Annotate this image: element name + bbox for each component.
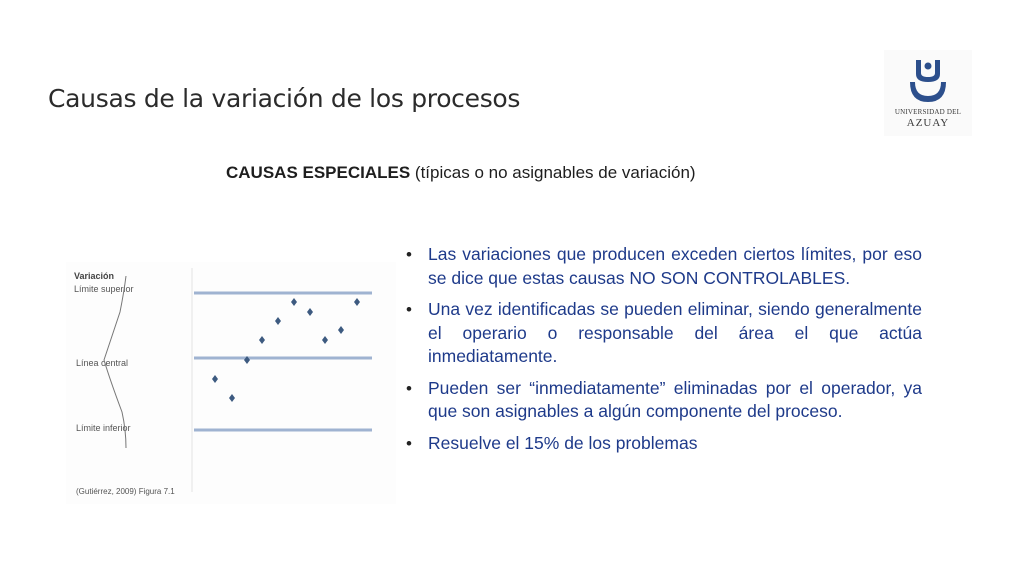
data-point bbox=[307, 308, 313, 316]
label-limite-inferior: Límite inferior bbox=[76, 423, 131, 433]
bullet-list bbox=[404, 243, 922, 463]
label-limite-superior: Límite superior bbox=[74, 284, 134, 294]
bullet-text: Las variaciones que producen exceden ciertos límites, por eso se dice que estas causas NO SON CONTROLABLES. bbox=[428, 244, 922, 288]
bullet-icon: • bbox=[406, 433, 412, 453]
logo-text-line2: AZUAY bbox=[906, 117, 950, 129]
label-linea-central: Línea central bbox=[76, 358, 129, 368]
bullet-text: Pueden ser “inmediatamente” eliminadas por el operador, ya que son asignables a algún componente del proceso. bbox=[428, 377, 922, 421]
section-heading-strong: CAUSAS ESPECIALES bbox=[226, 163, 411, 182]
bullet-item bbox=[404, 243, 922, 290]
figure-caption: (Gutiérrez, 2009) Figura 7.1 bbox=[76, 487, 175, 496]
control-chart-drawing bbox=[66, 262, 396, 504]
data-point bbox=[354, 298, 360, 306]
bullet-item bbox=[404, 432, 922, 456]
data-point bbox=[259, 336, 265, 344]
data-point bbox=[229, 394, 235, 402]
bullet-item bbox=[404, 377, 922, 424]
distribution-curve bbox=[104, 276, 126, 448]
data-point bbox=[212, 375, 218, 383]
data-point bbox=[338, 326, 344, 334]
section-heading-rest: (típicas o no asignables de variación) bbox=[410, 163, 696, 182]
bullet-text: Resuelve el 15% de los problemas bbox=[428, 432, 698, 453]
slide-title: Causas de la variación de los procesos bbox=[48, 84, 521, 113]
data-point bbox=[275, 317, 281, 325]
bullet-item bbox=[404, 298, 922, 369]
university-logo bbox=[884, 50, 972, 136]
label-variacion: Variación bbox=[74, 271, 115, 281]
university-emblem-icon bbox=[906, 54, 950, 106]
bullet-icon: • bbox=[406, 245, 412, 264]
bullet-text: Una vez identificadas se pueden eliminar, siendo generalmente el operario o responsable del área el que actúa inmediatamente. bbox=[428, 299, 922, 366]
logo-text-line1: UNIVERSIDAD DEL bbox=[894, 108, 962, 116]
bullet-icon: • bbox=[406, 300, 412, 319]
bullet-icon: • bbox=[406, 378, 412, 398]
data-point bbox=[322, 336, 328, 344]
data-point bbox=[291, 298, 297, 306]
control-chart-figure bbox=[66, 262, 396, 504]
section-heading bbox=[226, 163, 696, 183]
